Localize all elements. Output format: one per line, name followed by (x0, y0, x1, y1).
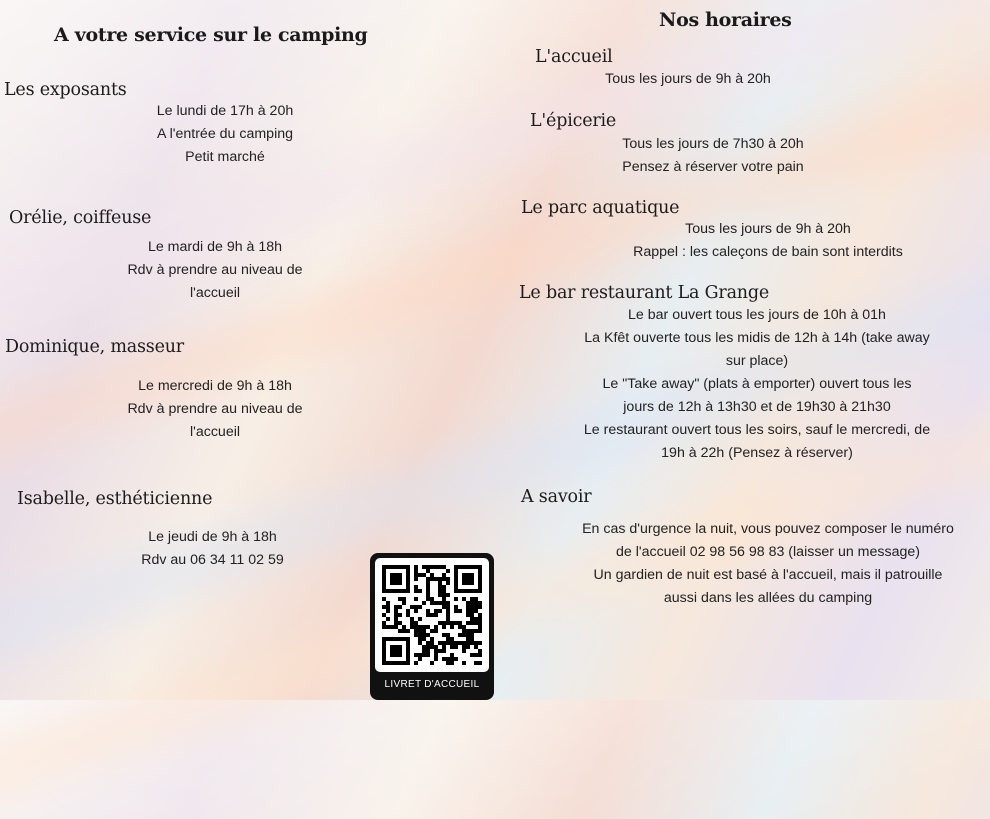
qr-code-label: LIVRET D'ACCUEIL (384, 679, 480, 690)
service-line: Le lundi de 17h à 20h (156, 103, 294, 119)
qr-code-card[interactable] (370, 553, 494, 700)
horaire-name-bar-restaurant: Le bar restaurant La Grange (519, 283, 770, 303)
horaire-line: sur place) (725, 353, 789, 369)
service-details-coiffeuse (95, 236, 335, 305)
service-line: Le mercredi de 9h à 18h (138, 378, 292, 394)
qr-code-icon[interactable] (375, 558, 489, 672)
horaire-line: de l'accueil 02 98 56 98 83 (laisser un message) (616, 544, 920, 560)
horaire-line: Un gardien de nuit est basé à l'accueil, mais il patrouille (593, 567, 943, 583)
horaire-line: Tous les jours de 7h30 à 20h (622, 136, 804, 152)
horaires-title: Nos horaires (659, 9, 792, 31)
horaire-line: En cas d'urgence la nuit, vous pouvez composer le numéro (582, 521, 954, 537)
service-line: l'accueil (189, 424, 241, 440)
qr-code-area (375, 558, 489, 672)
horaire-line: jours de 12h à 13h30 et de 19h30 à 21h30 (623, 399, 891, 415)
service-line: Rdv au 06 34 11 02 59 (141, 552, 284, 568)
service-name-exposants: Les exposants (4, 80, 127, 100)
horaire-line: Tous les jours de 9h à 20h (685, 221, 851, 237)
service-name-coiffeuse: Orélie, coiffeuse (9, 208, 152, 228)
horaire-name-a-savoir: A savoir (521, 487, 592, 507)
horaire-line: Tous les jours de 9h à 20h (605, 71, 771, 87)
service-details-exposants (120, 100, 330, 169)
service-line: A l'entrée du camping (157, 126, 293, 142)
horaire-details-epicerie (583, 133, 843, 179)
horaire-line: aussi dans les allées du camping (663, 590, 873, 606)
horaire-name-epicerie: L'épicerie (530, 111, 617, 131)
service-name-estheticienne: Isabelle, esthéticienne (17, 489, 213, 509)
horaire-line: La Kfêt ouverte tous les midis de 12h à 14h (take away (584, 330, 930, 346)
service-details-estheticienne (100, 526, 325, 572)
service-line: l'accueil (189, 285, 241, 301)
horaire-details-accueil (568, 68, 808, 91)
service-name-masseur: Dominique, masseur (5, 337, 184, 357)
horaire-details-parc-aquatique (598, 218, 938, 264)
services-title: A votre service sur le camping (54, 24, 368, 46)
service-line: Rdv à prendre au niveau de (127, 401, 303, 417)
service-line: Le mardi de 9h à 18h (147, 239, 283, 255)
service-line: Petit marché (185, 149, 265, 165)
horaire-line: Le bar ouvert tous les jours de 10h à 01h (628, 307, 886, 323)
service-details-masseur (95, 375, 335, 444)
horaire-line: Rappel : les caleçons de bain sont interdits (633, 244, 903, 260)
horaire-line: Le "Take away" (plats à emporter) ouvert tous les (602, 376, 912, 392)
horaire-name-accueil: L'accueil (535, 47, 613, 67)
horaire-line: Le restaurant ouvert tous les soirs, sauf le mercredi, de (583, 422, 931, 438)
horaire-line: 19h à 22h (Pensez à réserver) (661, 445, 853, 461)
service-line: Rdv à prendre au niveau de (127, 262, 303, 278)
horaire-name-parc-aquatique: Le parc aquatique (521, 198, 680, 218)
horaire-line: Pensez à réserver votre pain (622, 159, 804, 175)
horaire-details-a-savoir (546, 518, 990, 610)
horaire-details-bar-restaurant (547, 304, 967, 465)
service-line: Le jeudi de 9h à 18h (148, 529, 277, 545)
